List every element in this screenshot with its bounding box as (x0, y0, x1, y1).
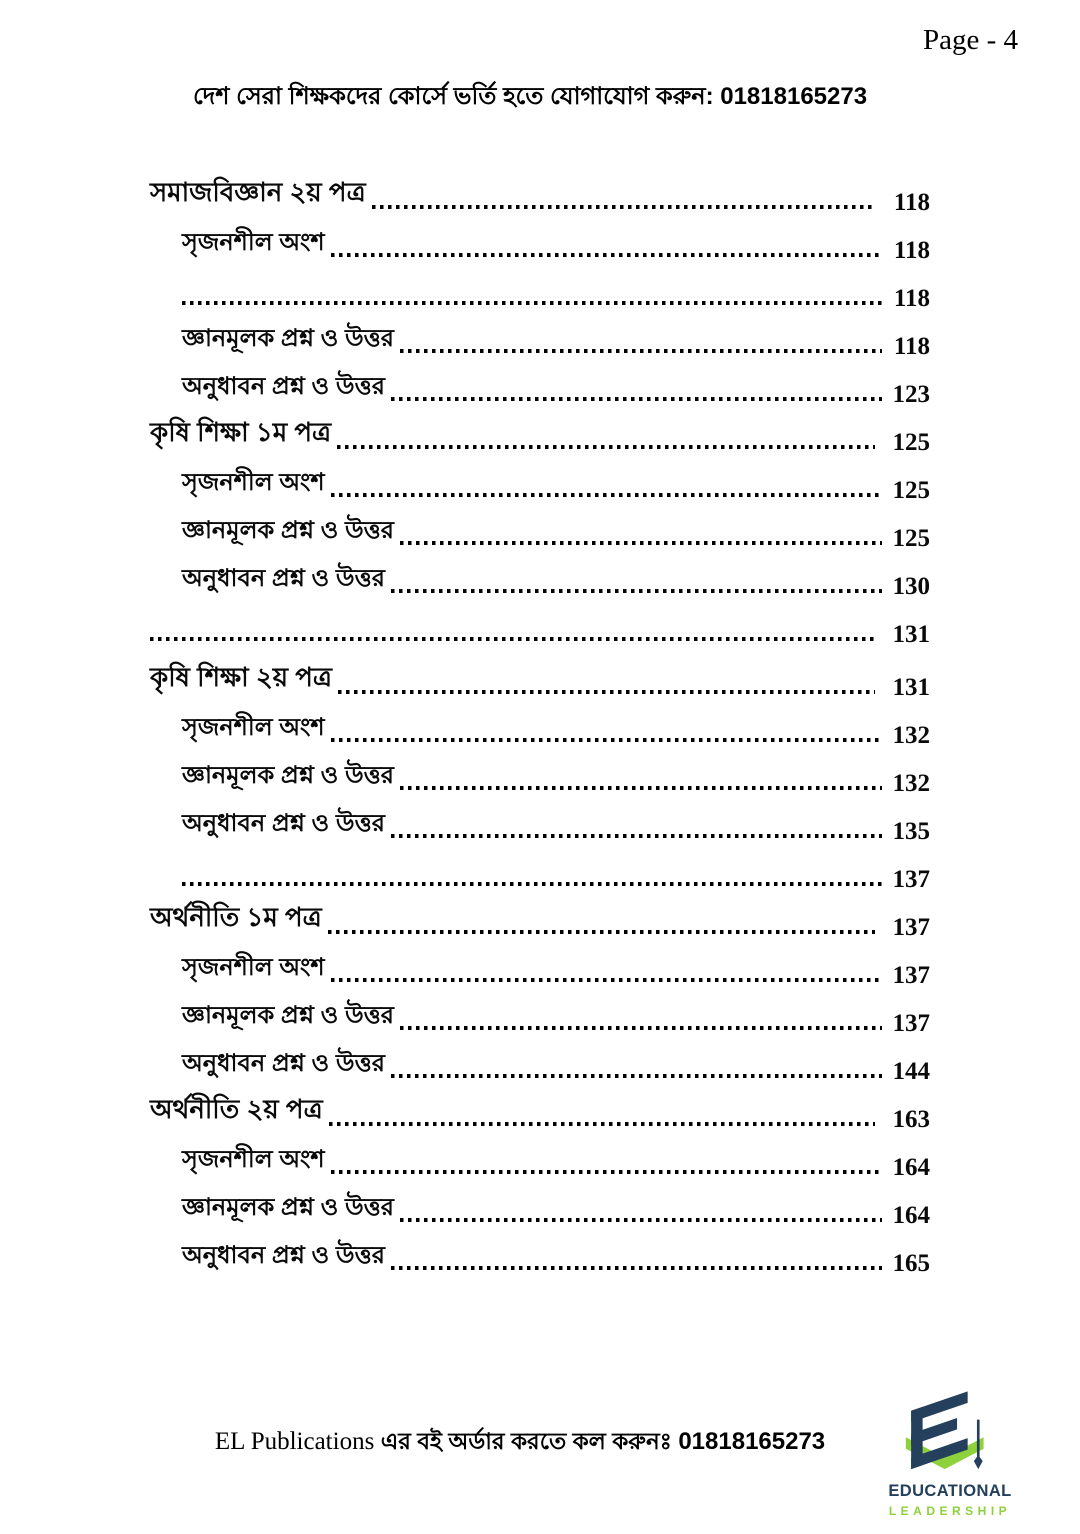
footer-order-text: এর বই অর্ডার করতে কল করুনঃ (380, 1428, 672, 1454)
toc-leader-dots (331, 253, 882, 257)
toc-leader-dots (182, 882, 882, 886)
toc-leader-dots (391, 589, 882, 593)
educational-leadership-logo-icon (897, 1384, 1003, 1480)
toc-entry (150, 704, 930, 752)
toc-entry-label: অনুধাবন প্রশ্ন ও উত্তর (182, 810, 385, 837)
toc-entry-page: 137 (892, 1010, 930, 1037)
toc-leader-dots (337, 445, 875, 449)
toc-leader-dots (331, 493, 882, 497)
toc-leader-dots (150, 637, 875, 641)
toc-leader-dots (338, 690, 875, 694)
toc-entry-page: 137 (892, 914, 930, 941)
toc-entry-page: 165 (892, 1250, 930, 1277)
toc-entry (150, 752, 930, 800)
toc-entry-page: 137 (892, 866, 930, 893)
toc-leader-dots (182, 301, 882, 305)
toc-entry-page: 132 (892, 770, 930, 797)
toc-leader-dots (329, 1122, 875, 1126)
toc-entry-label: সৃজনশীল অংশ (182, 1146, 325, 1173)
toc-entry-page: 125 (892, 429, 930, 456)
toc-entry-label: সমাজবিজ্ঞান ২য় পত্র (150, 177, 366, 207)
footer-phone-number: 01818165273 (678, 1428, 826, 1455)
toc-entry-label: জ্ঞানমূলক প্রশ্ন ও উত্তর (182, 325, 395, 352)
toc-entry-page: 118 (893, 189, 930, 216)
toc-entry (150, 1040, 930, 1088)
toc-entry-label: জ্ঞানমূলক প্রশ্ন ও উত্তর (182, 1002, 395, 1029)
contact-header-line: দেশ সেরা শিক্ষকদের কোর্সে ভর্তি হতে যোগাযোগ করুন: 01818165273 (192, 83, 868, 110)
toc-entry-label: সৃজনশীল অংশ (182, 954, 325, 981)
toc-entry (150, 1184, 930, 1232)
toc-entry-label: কৃষি শিক্ষা ১ম পত্র (150, 417, 332, 447)
toc-entry-label: সৃজনশীল অংশ (182, 469, 325, 496)
toc-entry (150, 896, 930, 944)
toc-leader-dots (400, 1026, 882, 1030)
toc-entry (150, 267, 930, 315)
toc-entry (150, 603, 930, 651)
footer-order-line (130, 1423, 910, 1462)
toc-entry-label: অনুধাবন প্রশ্ন ও উত্তর (182, 1242, 385, 1269)
toc-entry-label: অর্থনীতি ১ম পত্র (150, 902, 322, 932)
toc-entry (150, 555, 930, 603)
toc-leader-dots (400, 1218, 882, 1222)
toc-entry (150, 411, 930, 459)
logo-text-educational: EDUCATIONAL (888, 1482, 1012, 1500)
toc-entry (150, 1232, 930, 1280)
toc-entry-page: 135 (892, 818, 930, 845)
toc-entry-label: সৃজনশীল অংশ (182, 229, 325, 256)
toc-entry-page: 144 (892, 1058, 930, 1085)
toc-leader-dots (331, 738, 882, 742)
toc-entry-page: 123 (892, 381, 930, 408)
toc-entry-label: জ্ঞানমূলক প্রশ্ন ও উত্তর (182, 1194, 395, 1221)
toc-entry-label: অনুধাবন প্রশ্ন ও উত্তর (182, 373, 385, 400)
toc-entry-page: 118 (893, 333, 930, 360)
toc-leader-dots (400, 541, 882, 545)
toc-entry-page: 131 (892, 674, 930, 701)
toc-leader-dots (391, 834, 882, 838)
toc-leader-dots (331, 1170, 882, 1174)
toc-entry (150, 363, 930, 411)
toc-entry (150, 800, 930, 848)
toc-leader-dots (391, 397, 882, 401)
toc-entry-page: 132 (892, 722, 930, 749)
toc-entry-label: জ্ঞানমূলক প্রশ্ন ও উত্তর (182, 762, 395, 789)
toc-entry-page: 118 (893, 237, 930, 264)
toc-entry (150, 848, 930, 896)
toc-entry (150, 459, 930, 507)
toc-entry-page: 131 (892, 621, 930, 648)
toc-entry-page: 163 (892, 1106, 930, 1133)
toc-leader-dots (372, 205, 875, 209)
page-number-label: Page - 4 (922, 24, 1018, 56)
toc-entry-page: 164 (892, 1154, 930, 1181)
toc-leader-dots (328, 930, 875, 934)
toc-entry (150, 171, 930, 219)
toc-entry (150, 315, 930, 363)
toc-entry (150, 1136, 930, 1184)
toc-entry-page: 164 (892, 1202, 930, 1229)
toc-entry-label: সৃজনশীল অংশ (182, 714, 325, 741)
publisher-logo (876, 1384, 1024, 1518)
toc-entry-page: 125 (892, 477, 930, 504)
toc-entry (150, 656, 930, 704)
toc-entry-page: 130 (892, 573, 930, 600)
toc-entry (150, 219, 930, 267)
toc-entry-label: অনুধাবন প্রশ্ন ও উত্তর (182, 1050, 385, 1077)
toc-entry-page: 125 (892, 525, 930, 552)
footer-publisher-name: EL Publications (214, 1428, 375, 1455)
logo-text-leadership: LEADERSHIP (888, 1504, 1012, 1518)
toc-leader-dots (391, 1266, 882, 1270)
toc-leader-dots (391, 1074, 882, 1078)
toc-entry (150, 507, 930, 555)
toc-entry (150, 992, 930, 1040)
toc-entry-page: 137 (892, 962, 930, 989)
toc-leader-dots (400, 349, 882, 353)
toc-leader-dots (400, 786, 882, 790)
toc-entry (150, 1088, 930, 1136)
toc-entry-label: জ্ঞানমূলক প্রশ্ন ও উত্তর (182, 517, 395, 544)
toc-leader-dots (331, 978, 882, 982)
toc-entry-page: 118 (893, 285, 930, 312)
toc-entry (150, 944, 930, 992)
toc-entry-label: অনুধাবন প্রশ্ন ও উত্তর (182, 565, 385, 592)
toc-entry-label: অর্থনীতি ২য় পত্র (150, 1094, 323, 1124)
table-of-contents (150, 171, 930, 1280)
toc-entry-label: কৃষি শিক্ষা ২য় পত্র (150, 662, 333, 692)
